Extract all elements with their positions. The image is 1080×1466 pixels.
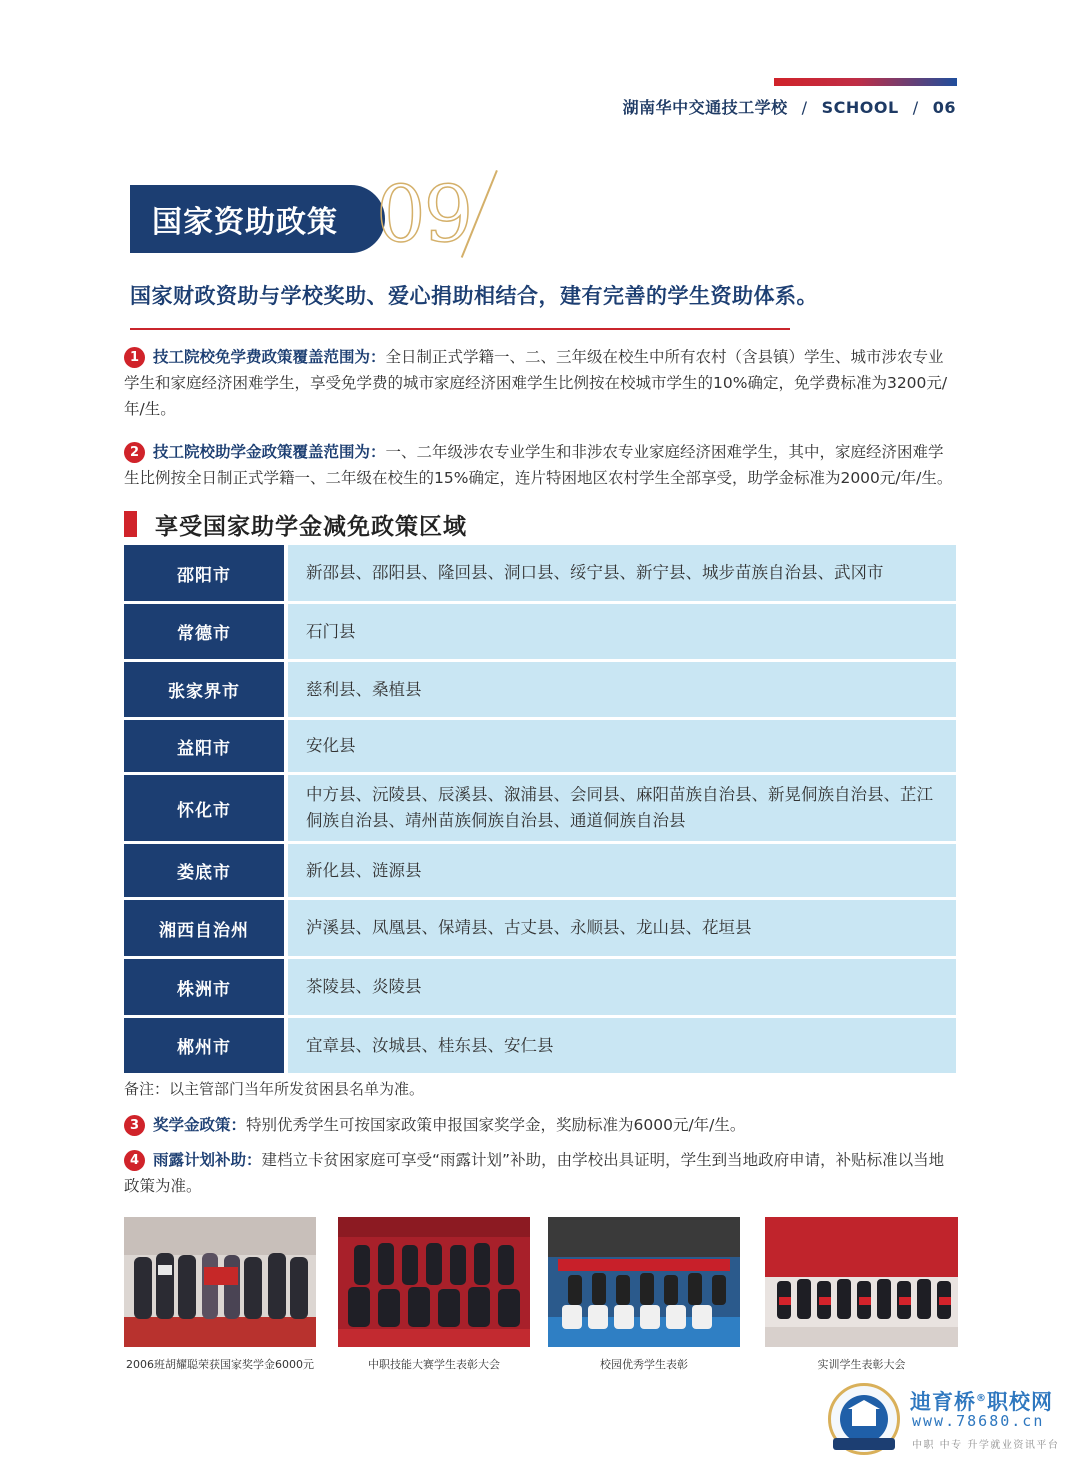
header-separator: / — [912, 98, 919, 117]
table-row — [124, 959, 956, 1015]
table-row — [124, 720, 956, 772]
policy-lead: 技工院校助学金政策覆盖范围为： — [153, 443, 386, 461]
policy-1 — [124, 344, 958, 422]
policy-3 — [124, 1112, 958, 1138]
building-icon-body — [852, 1408, 876, 1426]
registered-mark: ® — [976, 1393, 987, 1404]
table-row — [124, 844, 956, 897]
region-city: 郴州市 — [124, 1018, 284, 1073]
logo-ribbon — [833, 1438, 895, 1450]
table-row — [124, 775, 956, 841]
headline-divider — [130, 328, 790, 330]
photo-caption: 校园优秀学生表彰 — [600, 1358, 688, 1371]
table-row — [124, 604, 956, 659]
table-note: 备注：以主管部门当年所发贫困县名单为准。 — [124, 1080, 425, 1098]
header-separator: / — [801, 98, 808, 117]
headline: 国家财政资助与学校奖助、爱心捐助相结合，建有完善的学生资助体系。 — [130, 283, 818, 308]
region-subtitle — [124, 506, 467, 542]
table-row — [124, 545, 956, 601]
region-counties: 茶陵县、炎陵县 — [288, 959, 956, 1015]
table-row — [124, 662, 956, 717]
photo-caption: 中职技能大赛学生表彰大会 — [368, 1358, 500, 1371]
brand-url[interactable]: www.78680.cn — [912, 1412, 1045, 1430]
region-counties: 新邵县、邵阳县、隆回县、洞口县、绥宁县、新宁县、城步苗族自治县、武冈市 — [288, 545, 956, 601]
table-row — [124, 1018, 956, 1073]
policy-text: 建档立卡贫困家庭可享受“雨露计划”补助，由学校出具证明，学生到当地政府申请，补贴标准以当地政策为准。 — [124, 1151, 945, 1195]
photo-caption: 2006班胡耀聪荣获国家奖学金6000元 — [126, 1358, 314, 1371]
section-title: 国家资助政策 — [130, 185, 385, 253]
region-counties: 泸溪县、凤凰县、保靖县、古丈县、永顺县、龙山县、花垣县 — [288, 900, 956, 956]
brand-name-part: 迪育桥 — [910, 1390, 976, 1414]
training-award-photo — [765, 1217, 958, 1347]
table-row — [124, 900, 956, 956]
region-counties: 宜章县、汝城县、桂东县、安仁县 — [288, 1018, 956, 1073]
region-counties: 石门县 — [288, 604, 956, 659]
region-counties: 慈利县、桑植县 — [288, 662, 956, 717]
policy-text: 特别优秀学生可按国家政策申报国家奖学金，奖励标准为6000元/年/生。 — [246, 1116, 746, 1134]
school-name: 湖南华中交通技工学校 — [622, 98, 788, 117]
region-city: 怀化市 — [124, 775, 284, 841]
section-number: 09 — [376, 170, 472, 260]
policy-lead: 奖学金政策： — [153, 1116, 247, 1134]
region-city: 益阳市 — [124, 720, 284, 772]
region-table — [124, 545, 956, 1076]
photo-caption: 实训学生表彰大会 — [817, 1358, 906, 1371]
region-city: 邵阳市 — [124, 545, 284, 601]
region-counties: 中方县、沅陵县、辰溪县、溆浦县、会同县、麻阳苗族自治县、新晃侗族自治县、芷江侗族自治县、靖州苗族侗族自治县、通道侗族自治县 — [288, 775, 956, 841]
policy-text: 全日制正式学籍一、二、三年级在校生中所有农村（含县镇）学生、城市涉农专业学生和家庭经济困难学生，享受免学费的城市家庭经济困难学生比例按在校城市学生的10%确定，免学费标准为3200元/年/生。 — [124, 348, 948, 418]
region-counties: 新化县、涟源县 — [288, 844, 956, 897]
brand-slogan: 中职 中专 升学就业资讯平台 — [912, 1440, 1060, 1451]
subtitle-marker — [124, 511, 137, 537]
region-city: 常德市 — [124, 604, 284, 659]
region-city: 株洲市 — [124, 959, 284, 1015]
page-header — [623, 95, 956, 118]
header-accent-bar — [774, 78, 957, 86]
policy-number-badge: 3 — [124, 1115, 145, 1136]
skills-contest-photo — [338, 1217, 530, 1347]
policy-number-badge: 1 — [124, 347, 145, 368]
policy-4 — [124, 1147, 958, 1199]
brand-name-part: 职校网 — [987, 1390, 1053, 1414]
region-city: 娄底市 — [124, 844, 284, 897]
policy-text: 一、二年级涉农专业学生和非涉农专业家庭经济困难学生，其中，家庭经济困难学生比例按全日制正式学籍一、二年级在校生的15%确定，连片特困地区农村学生全部享受，助学金标准为2000元/年/生。 — [124, 443, 953, 487]
campus-award-photo — [548, 1217, 740, 1347]
brand-logo — [828, 1383, 900, 1455]
policy-number-badge: 2 — [124, 442, 145, 463]
region-subtitle-text: 享受国家助学金减免政策区域 — [155, 513, 467, 540]
region-city: 湘西自治州 — [124, 900, 284, 956]
school-en-label: SCHOOL — [821, 98, 899, 117]
photo-strip — [124, 1217, 958, 1347]
policy-2 — [124, 439, 958, 491]
region-counties: 安化县 — [288, 720, 956, 772]
policy-number-badge: 4 — [124, 1150, 145, 1171]
award-photo — [124, 1217, 316, 1347]
region-city: 张家界市 — [124, 662, 284, 717]
page-number: 06 — [932, 98, 956, 117]
policy-lead: 技工院校免学费政策覆盖范围为： — [153, 348, 386, 366]
policy-lead: 雨露计划补助： — [153, 1151, 262, 1169]
